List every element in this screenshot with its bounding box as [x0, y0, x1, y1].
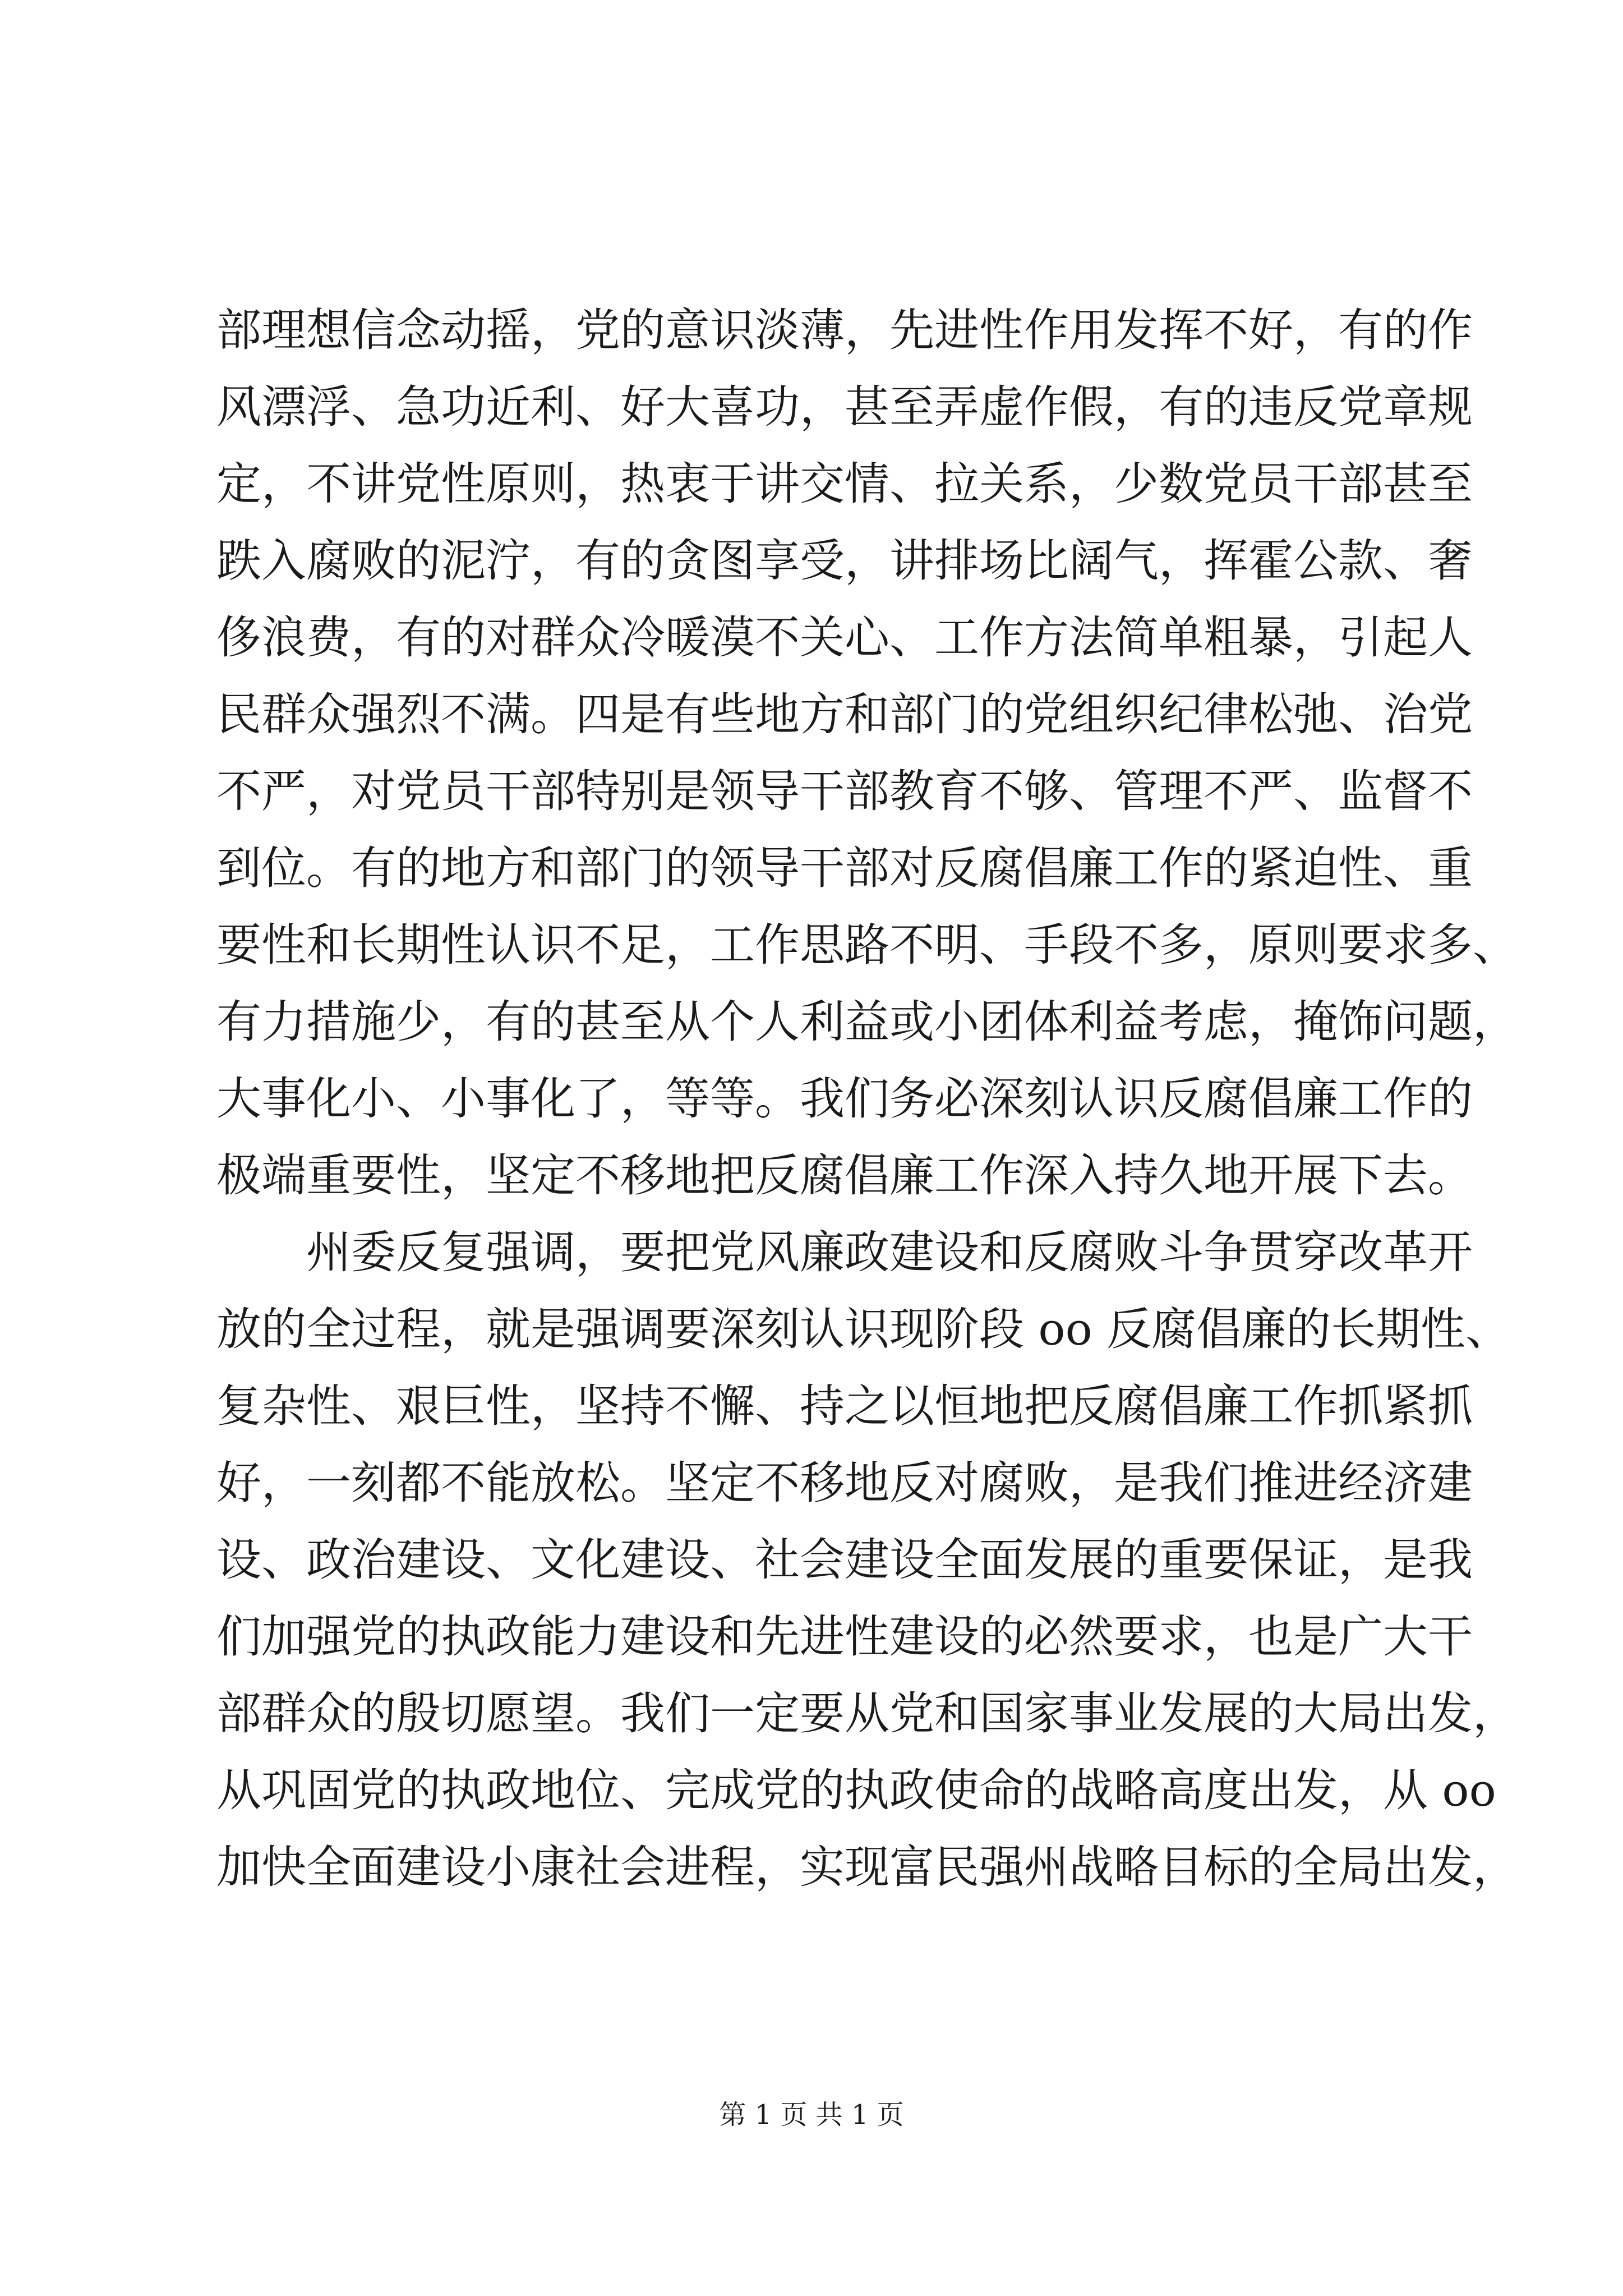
- text-line: 们加强党的执政能力建设和先进性建设的必然要求，也是广大干: [216, 1611, 1473, 1663]
- text-line: 到位。有的地方和部门的领导干部对反腐倡廉工作的紧迫性、重: [216, 842, 1473, 894]
- text-line: 放的全过程，就是强调要深刻认识现阶段 oo 反腐倡廉的长期性、: [216, 1303, 1511, 1355]
- text-line: 加快全面建设小康社会进程，实现富民强州战略目标的全局出发，: [216, 1841, 1518, 1893]
- paragraph-first-line: 州委反复强调，要把党风廉政建设和反腐败斗争贯穿改革开: [306, 1226, 1473, 1278]
- text-line: 从巩固党的执政地位、完成党的执政使命的战略高度出发，从 oo: [216, 1764, 1496, 1816]
- text-line: 复杂性、艰巨性，坚持不懈、持之以恒地把反腐倡廉工作抓紧抓: [216, 1380, 1473, 1432]
- text-line: 侈浪费，有的对群众冷暖漠不关心、工作方法简单粗暴，引起人: [216, 611, 1473, 664]
- text-line: 风漂浮、急功近利、好大喜功，甚至弄虚作假，有的违反党章规: [216, 381, 1473, 433]
- document-body: [216, 292, 1518, 1906]
- text-line: 民群众强烈不满。四是有些地方和部门的党组织纪律松弛、治党: [216, 688, 1473, 740]
- text-line: 要性和长期性认识不足，工作思路不明、手段不多，原则要求多、: [216, 919, 1518, 971]
- text-line: 定，不讲党性原则，热衷于讲交情、拉关系，少数党员干部甚至: [216, 458, 1473, 510]
- text-line: 部理想信念动摇，党的意识淡薄，先进性作用发挥不好，有的作: [216, 304, 1473, 356]
- text-line: 设、政治建设、文化建设、社会建设全面发展的重要保证，是我: [216, 1534, 1473, 1586]
- text-line: 好，一刻都不能放松。坚定不移地反对腐败，是我们推进经济建: [216, 1457, 1473, 1509]
- text-line: 跌入腐败的泥泞，有的贪图享受，讲排场比阔气，挥霍公款、奢: [216, 535, 1473, 587]
- text-line: 大事化小、小事化了，等等。我们务必深刻认识反腐倡廉工作的: [216, 1073, 1473, 1125]
- text-line: 不严，对党员干部特别是领导干部教育不够、管理不严、监督不: [216, 765, 1473, 817]
- text-line: 有力措施少，有的甚至从个人利益或小团体利益考虑，掩饰问题，: [216, 996, 1518, 1048]
- text-line: 极端重要性，坚定不移地把反腐倡廉工作深入持久地开展下去。: [216, 1149, 1473, 1202]
- text-line: 部群众的殷切愿望。我们一定要从党和国家事业发展的大局出发，: [216, 1687, 1518, 1740]
- page-footer: 第 1 页 共 1 页: [719, 2099, 904, 2131]
